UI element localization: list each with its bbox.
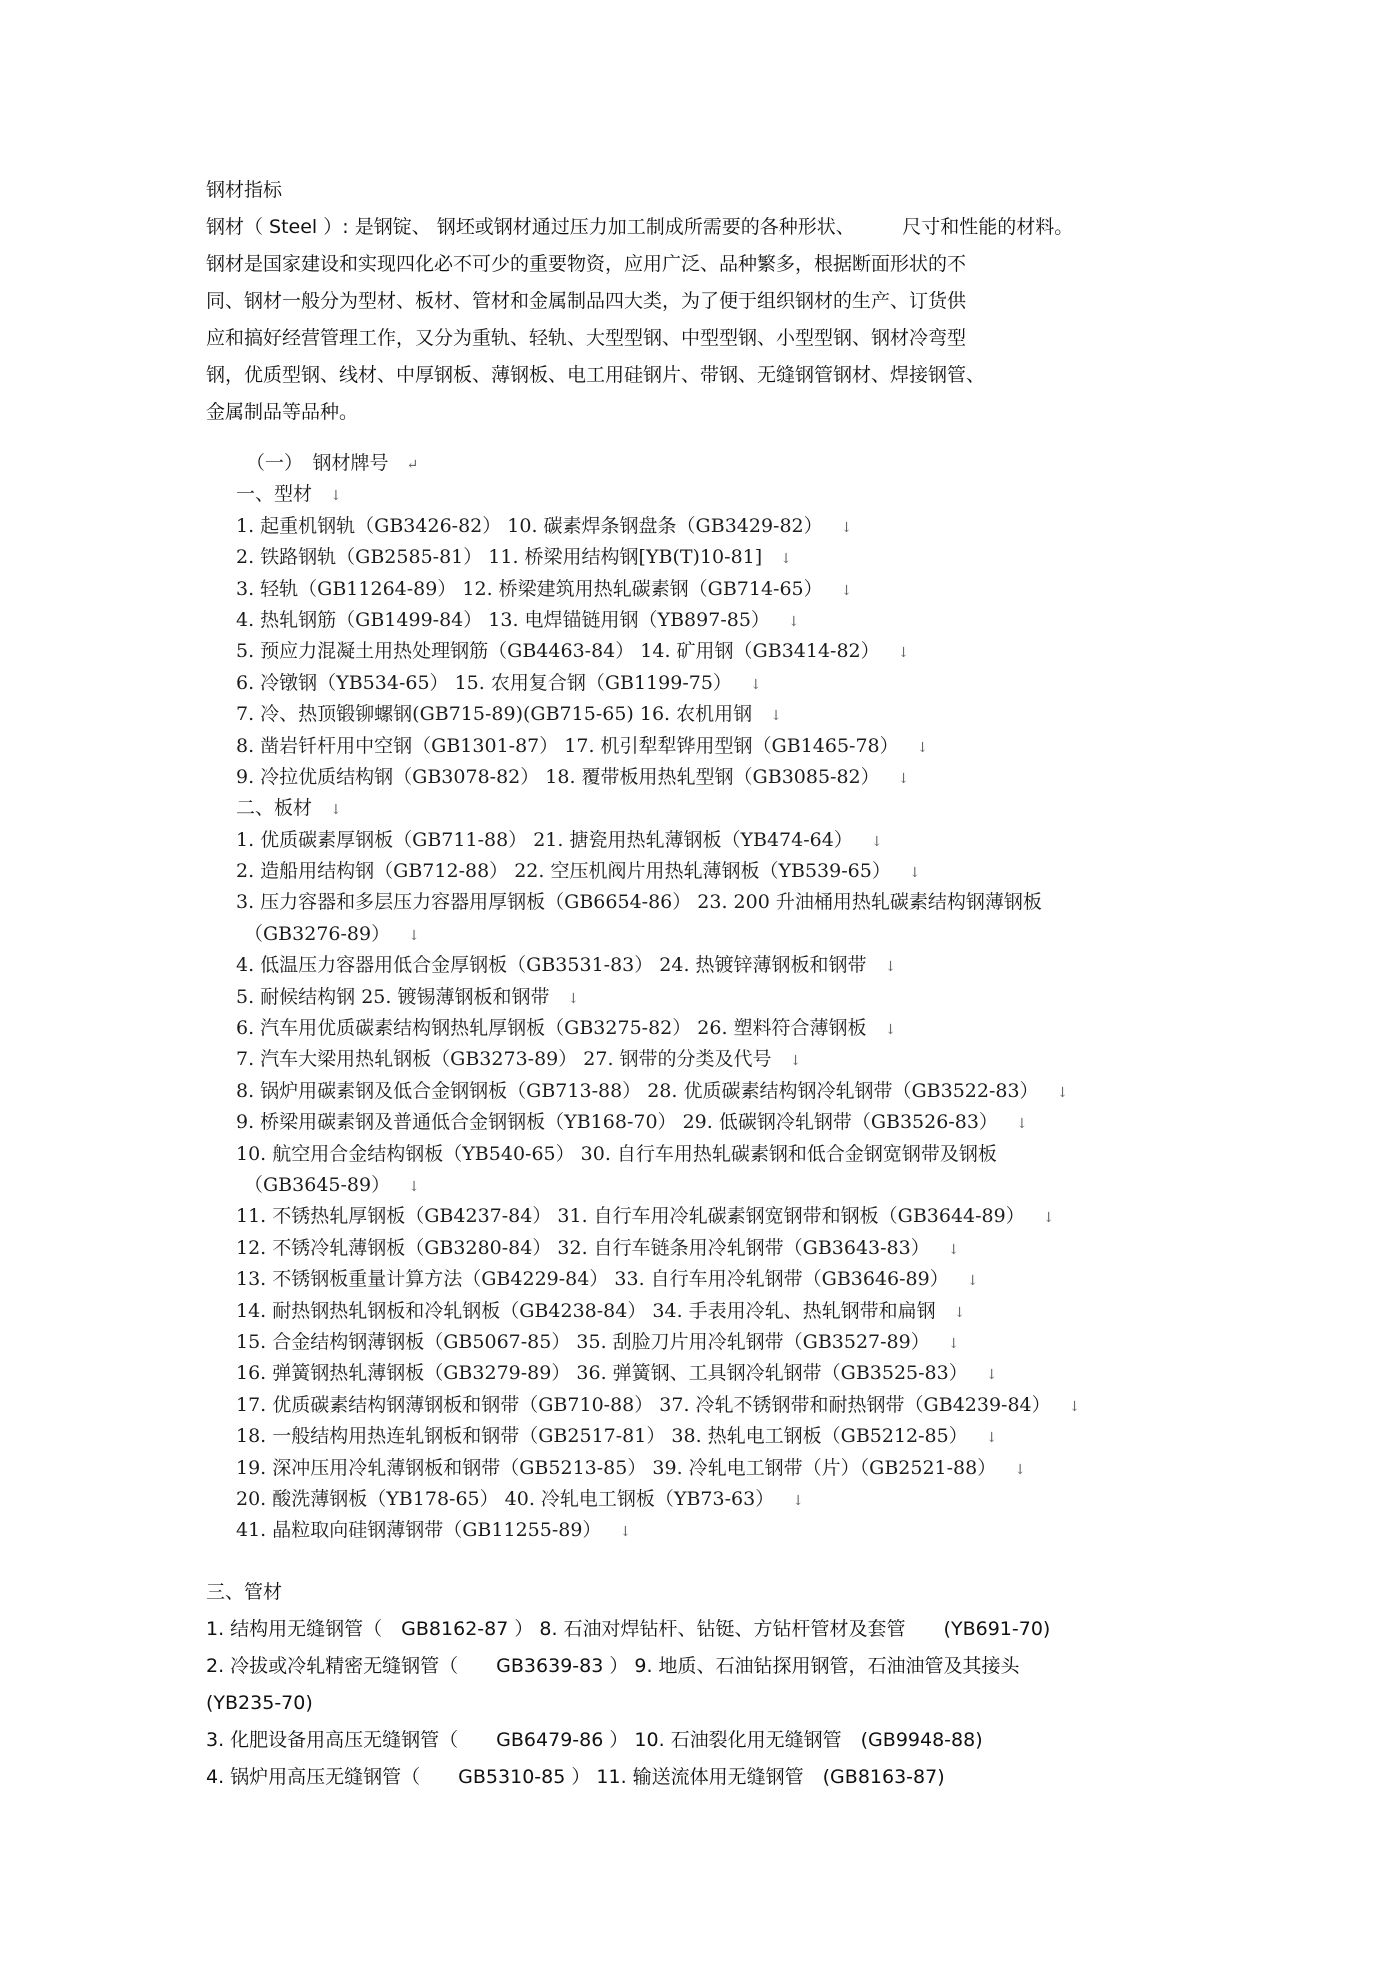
intro-line: 同、钢材一般分为型材、板材、管材和金属制品四大类，为了便于组织钢材的生产、订货供 [206, 290, 967, 312]
list-item [236, 574, 1136, 605]
list-item-text: 16. 弹簧钢热轧薄钢板（GB3279-89） 36. 弹簧钢、工具钢冷轧钢带（GB3525-83） [236, 1362, 968, 1385]
list-item-text: 3. 轻轨（GB11264-89） 12. 桥梁建筑用热轧碳素钢（GB714-65） [236, 577, 823, 600]
list-item [236, 542, 1136, 573]
list-item [236, 511, 1136, 542]
intro-line: 应和搞好经营管理工作，又分为重轨、轻轨、大型型钢、中型型钢、小型型钢、钢材冷弯型 [206, 327, 967, 349]
section-title-profiles [236, 479, 1136, 510]
list-item [236, 1044, 1136, 1075]
list-item-text: 17. 优质碳素结构钢薄钢板和钢带（GB710-88） 37. 冷轧不锈钢带和耐热钢带（GB4239-84） [236, 1393, 1051, 1416]
return-mark-icon: ↓ [408, 1178, 420, 1195]
list-item-text: （GB3276-89） [244, 922, 391, 945]
list-item-text: 8. 凿岩钎杆用中空钢（GB1301-87） 17. 机引犁犁铧用型钢（GB1465-78） [236, 734, 899, 757]
pipe-line: 2. 冷拔或冷轧精密无缝钢管（ GB3639-83 ） 9. 地质、石油钻探用钢管，石油油管及其接头 [206, 1655, 1020, 1677]
list-item-text: 11. 不锈热轧厚钢板（GB4237-84） 31. 自行车用冷轧碳素钢宽钢带和钢板（GB3644-89） [236, 1205, 1025, 1228]
list-item-text: 2. 造船用结构钢（GB712-88） 22. 空压机阀片用热轧薄钢板（YB539-65） [236, 860, 891, 883]
return-mark-icon: ↓ [840, 519, 853, 536]
grade-heading-text: （一） 钢材牌号 [246, 452, 389, 474]
intro-line: 钢材（ Steel ）: 是钢锭、 钢坯或钢材通过压力加工制成所需要的各种形状、 尺寸和性能的材料。 [206, 216, 1074, 238]
return-mark-icon: ↓ [749, 676, 762, 693]
return-mark-icon: ↓ [916, 739, 929, 756]
list-item-text: 9. 冷拉优质结构钢（GB3078-82） 18. 覆带板用热轧型钢（GB3085-82） [236, 765, 880, 788]
return-mark-icon: ↓ [780, 551, 792, 568]
return-mark-icon: ↓ [1068, 1398, 1081, 1415]
list-item [236, 982, 1136, 1013]
list-item-text: 41. 晶粒取向硅钢薄钢带（GB11255-89） [236, 1519, 602, 1542]
list-item-text: 4. 热轧钢筋（GB1499-84） 13. 电焊锚链用钢（YB897-85） [236, 608, 770, 631]
list-item-text: 18. 一般结构用热连轧钢板和钢带（GB2517-81） 38. 热轧电工钢板（GB5212-85） [236, 1425, 968, 1448]
list-item-text: 13. 不锈钢板重量计算方法（GB4229-84） 33. 自行车用冷轧钢带（GB3646-89） [236, 1268, 949, 1291]
list-item-text: 19. 深冲压用冷轧薄钢板和钢带（GB5213-85） 39. 冷轧电工钢带（片）（GB2521-88） [236, 1456, 997, 1479]
list-item-text: 7. 冷、热顶锻铆螺钢(GB715-89)(GB715-65) 16. 农机用钢 [236, 703, 753, 726]
list-item-text: 5. 耐候结构钢 25. 镀锡薄钢板和钢带 [236, 985, 550, 1008]
list-item-text: 3. 压力容器和多层压力容器用厚钢板（GB6654-86） 23. 200 升油桶用热轧碳素结构钢薄钢板 [236, 891, 1042, 914]
return-mark-icon: ↓ [947, 1335, 960, 1352]
list-item-text: 12. 不锈冷轧薄钢板（GB3280-84） 32. 自行车链条用冷轧钢带（GB3643-83） [236, 1236, 930, 1259]
list-item-text: 2. 铁路钢轨（GB2585-81） 11. 桥梁用结构钢[YB(T)10-81] [236, 546, 763, 569]
intro-line: 钢材是国家建设和实现四化必不可少的重要物资，应用广泛、品种繁多，根据断面形状的不 [206, 253, 967, 275]
pipe-line: 3. 化肥设备用高压无缝钢管（ GB6479-86 ） 10. 石油裂化用无缝钢管 (GB9948-88) [206, 1729, 983, 1751]
list-item [236, 1233, 1136, 1264]
return-mark-icon: ↓ [947, 1241, 960, 1258]
list-item-text: （GB3645-89） [244, 1173, 391, 1196]
pipe-line: 4. 锅炉用高压无缝钢管（ GB5310-85 ） 11. 输送流体用无缝钢管 (GB8163-87) [206, 1766, 945, 1788]
list-item-text: 10. 航空用合金结构钢板（YB540-65） 30. 自行车用热轧碳素钢和低合金钢宽钢带及钢板 [236, 1142, 997, 1165]
return-mark-icon: ↓ [789, 1053, 802, 1070]
return-mark-icon: ↓ [792, 1492, 804, 1509]
section-title-text: 二、板材 [236, 797, 313, 820]
list-item-text: 1. 起重机钢轨（GB3426-82） 10. 碳素焊条钢盘条（GB3429-82） [236, 514, 823, 537]
list-item-text: 9. 桥梁用碳素钢及普通低合金钢钢板（YB168-70） 29. 低碳钢冷轧钢带（GB3526-83） [236, 1111, 998, 1134]
list-item [236, 731, 1136, 762]
list-item [236, 1076, 1136, 1107]
list-item [236, 668, 1136, 699]
return-mark-icon: ↓ [787, 613, 800, 630]
grade-list-section [236, 448, 1136, 1547]
return-mark-icon: ↓ [985, 1430, 998, 1447]
list-item [236, 1327, 1136, 1358]
list-item [236, 605, 1136, 636]
return-mark-icon: ↵ [406, 457, 419, 473]
return-mark-icon: ↓ [330, 802, 342, 819]
return-mark-icon: ↓ [897, 770, 910, 787]
list-item-text: 7. 汽车大梁用热轧钢板（GB3273-89） 27. 钢带的分类及代号 [236, 1048, 772, 1071]
return-mark-icon: ↓ [985, 1367, 998, 1384]
return-mark-icon: ↓ [966, 1273, 979, 1290]
list-item-text: 5. 预应力混凝土用热处理钢筋（GB4463-84） 14. 矿用钢（GB3414-82） [236, 640, 880, 663]
list-item [236, 1139, 1136, 1170]
return-mark-icon: ↓ [870, 833, 883, 850]
pipe-line: 1. 结构用无缝钢管（ GB8162-87 ） 8. 石油对焊钻杆、钻铤、方钻杆管材及套管 (YB691-70) [206, 1618, 1051, 1640]
list-item [236, 950, 1136, 981]
return-mark-icon: ↓ [567, 990, 580, 1007]
pipe-line: (YB235-70) [206, 1692, 313, 1714]
list-item [236, 1515, 1136, 1546]
intro-line: 钢，优质型钢、线材、中厚钢板、薄钢板、电工用硅钢片、带钢、无缝钢管钢材、焊接钢管、 [206, 364, 986, 386]
return-mark-icon: ↓ [1014, 1461, 1026, 1478]
list-item-text: 6. 汽车用优质碳素结构钢热轧厚钢板（GB3275-82） 26. 塑料符合薄钢板 [236, 1017, 867, 1040]
list-item-text: 1. 优质碳素厚钢板（GB711-88） 21. 搪瓷用热轧薄钢板（YB474-64） [236, 828, 853, 851]
return-mark-icon: ↓ [1015, 1116, 1028, 1133]
return-mark-icon: ↓ [884, 1022, 897, 1039]
list-item [236, 636, 1136, 667]
list-item [236, 1107, 1136, 1138]
list-item [236, 919, 1136, 950]
return-mark-icon: ↓ [1042, 1210, 1055, 1227]
list-item [236, 1013, 1136, 1044]
return-mark-icon: ↓ [619, 1524, 632, 1541]
list-item [236, 1390, 1136, 1421]
return-mark-icon: ↓ [330, 488, 342, 505]
intro-line: 金属制品等品种。 [206, 401, 359, 423]
return-mark-icon: ↓ [897, 645, 910, 662]
return-mark-icon: ↓ [884, 959, 897, 976]
list-item-text: 15. 合金结构钢薄钢板（GB5067-85） 35. 刮脸刀片用冷轧钢带（GB3527-89） [236, 1330, 930, 1353]
intro-section [206, 172, 1206, 431]
return-mark-icon: ↓ [953, 1304, 966, 1321]
list-item [236, 1296, 1136, 1327]
list-item-text: 6. 冷镦钢（YB534-65） 15. 农用复合钢（GB1199-75） [236, 671, 732, 694]
section-title-pipes: 三、管材 [206, 1581, 283, 1603]
list-item [236, 1201, 1136, 1232]
list-item [236, 1421, 1136, 1452]
list-item [236, 825, 1136, 856]
list-item-text: 4. 低温压力容器用低合金厚钢板（GB3531-83） 24. 热镀锌薄钢板和钢带 [236, 954, 867, 977]
list-item-text: 8. 锅炉用碳素钢及低合金钢钢板（GB713-88） 28. 优质碳素结构钢冷轧钢带（GB3522-83） [236, 1079, 1039, 1102]
list-item [236, 762, 1136, 793]
section-title-text: 一、型材 [236, 483, 313, 506]
return-mark-icon: ↓ [408, 927, 420, 944]
list-item-text: 20. 酸洗薄钢板（YB178-65） 40. 冷轧电工钢板（YB73-63） [236, 1487, 775, 1510]
list-item [236, 887, 1136, 918]
list-item-text: 14. 耐热钢热轧钢板和冷轧钢板（GB4238-84） 34. 手表用冷轧、热轧钢带和扁钢 [236, 1299, 936, 1322]
document-title: 钢材指标 [206, 179, 283, 201]
list-item [236, 1170, 1136, 1201]
return-mark-icon: ↓ [908, 865, 921, 882]
section-title-plates [236, 793, 1136, 824]
return-mark-icon: ↓ [840, 582, 853, 599]
list-item [236, 856, 1136, 887]
list-item [236, 1484, 1136, 1515]
list-item [236, 1358, 1136, 1389]
return-mark-icon: ↓ [770, 708, 782, 725]
list-item [236, 699, 1136, 730]
list-item [236, 1264, 1136, 1295]
pipes-section [206, 1574, 1306, 1796]
list-item [236, 1453, 1136, 1484]
return-mark-icon: ↓ [1056, 1084, 1069, 1101]
grade-heading [236, 448, 1136, 479]
